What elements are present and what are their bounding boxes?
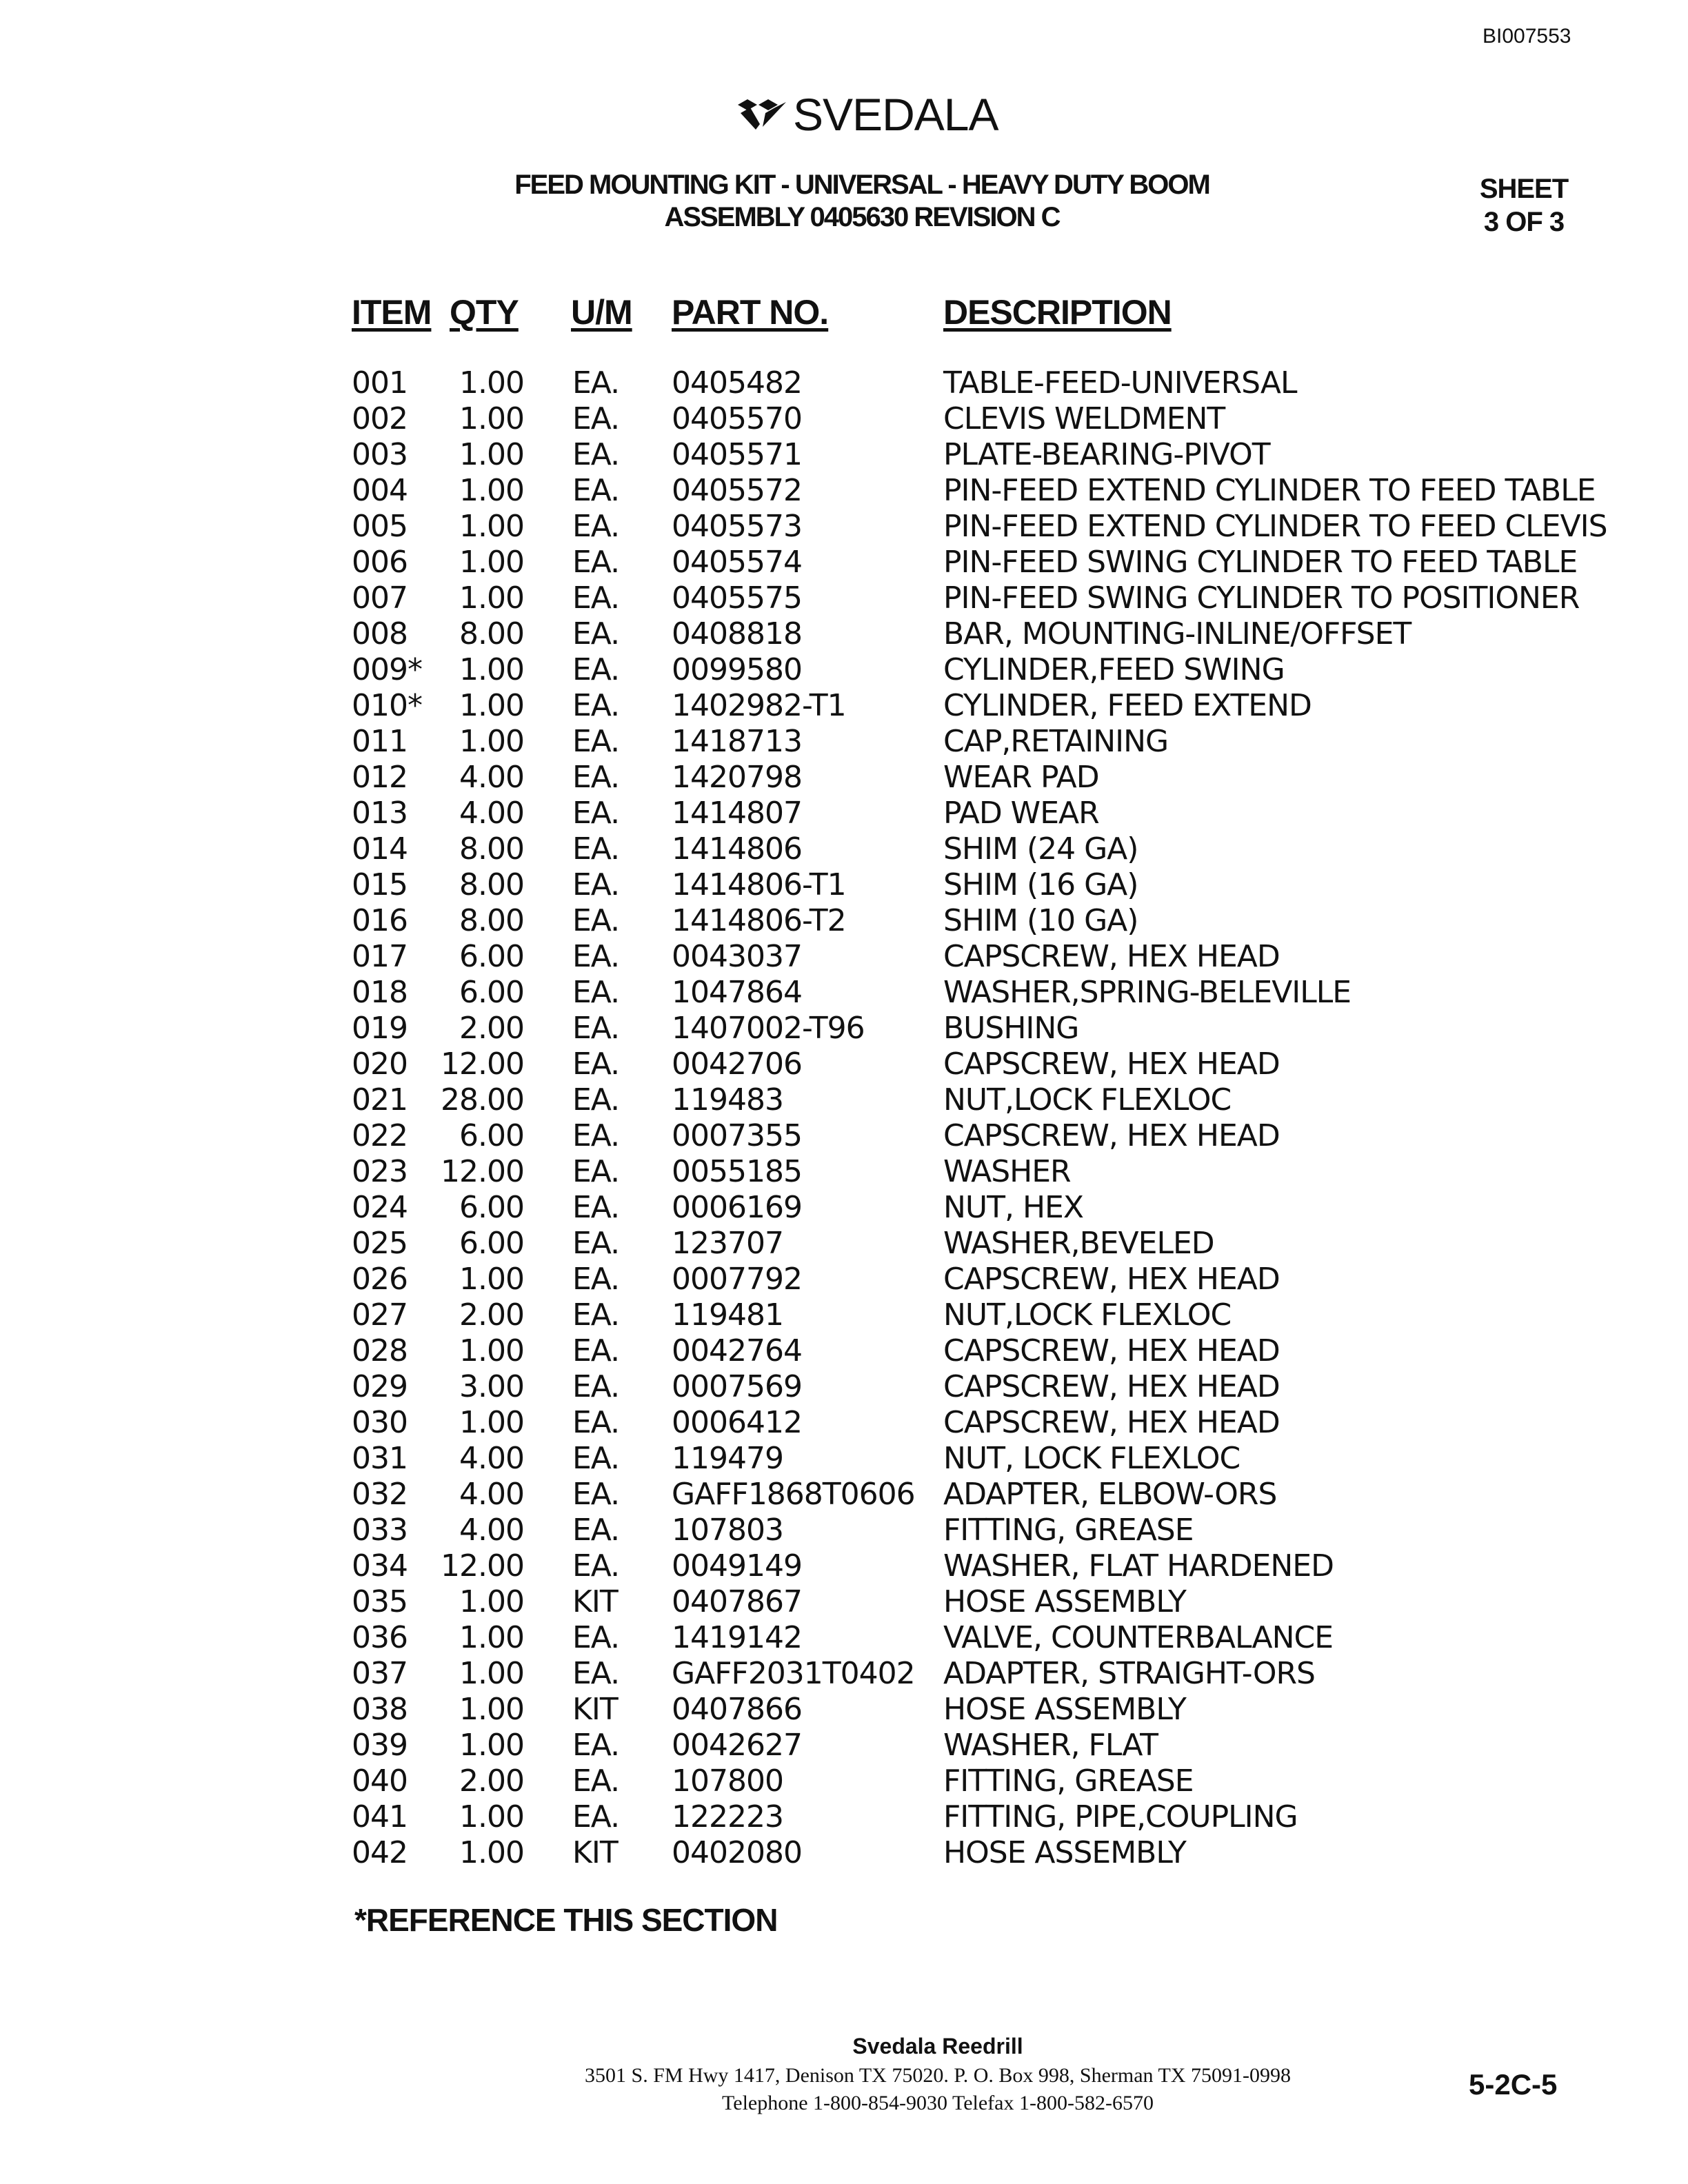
um-cell: EA. xyxy=(572,437,620,472)
qty-cell: 6.00 xyxy=(459,1226,524,1261)
description-cell: WASHER,BEVELED xyxy=(943,1226,1214,1261)
item-cell: 041 xyxy=(352,1799,408,1834)
description-cell: CYLINDER, FEED EXTEND xyxy=(943,688,1312,723)
um-cell: EA. xyxy=(572,616,620,651)
reference-note: *REFERENCE THIS SECTION xyxy=(354,1902,778,1938)
part-number-cell: 0099580 xyxy=(672,652,802,687)
um-cell: EA. xyxy=(572,1190,620,1225)
um-cell: EA. xyxy=(572,365,620,401)
table-row xyxy=(0,688,1688,724)
qty-cell: 4.00 xyxy=(459,1441,524,1476)
item-cell: 013 xyxy=(352,796,408,831)
qty-cell: 6.00 xyxy=(459,1190,524,1225)
table-row xyxy=(0,1082,1688,1118)
item-cell: 034 xyxy=(352,1548,408,1584)
description-cell: CAPSCREW, HEX HEAD xyxy=(943,1262,1280,1297)
table-row xyxy=(0,1154,1688,1190)
item-cell: 029 xyxy=(352,1369,408,1404)
description-cell: SHIM (10 GA) xyxy=(943,903,1138,938)
item-cell: 025 xyxy=(352,1226,408,1261)
qty-cell: 1.00 xyxy=(459,365,524,401)
item-cell: 005 xyxy=(352,509,408,544)
description-cell: WASHER, FLAT xyxy=(943,1728,1158,1763)
description-cell: WEAR PAD xyxy=(943,760,1099,795)
part-number-cell: 1402982-T1 xyxy=(672,688,846,723)
description-cell: NUT,LOCK FLEXLOC xyxy=(943,1297,1232,1333)
qty-cell: 6.00 xyxy=(459,939,524,974)
document-title: FEED MOUNTING KIT - UNIVERSAL - HEAVY DUTY BOOM xyxy=(514,170,1209,200)
um-cell: EA. xyxy=(572,1011,620,1046)
qty-cell: 1.00 xyxy=(459,724,524,759)
column-header-qty: QTY xyxy=(450,293,519,332)
description-cell: CAPSCREW, HEX HEAD xyxy=(943,1046,1280,1082)
qty-cell: 2.00 xyxy=(459,1011,524,1046)
description-cell: PIN-FEED SWING CYLINDER TO POSITIONER xyxy=(943,580,1580,616)
table-row xyxy=(0,1046,1688,1082)
qty-cell: 2.00 xyxy=(459,1297,524,1333)
part-number-cell: 0007355 xyxy=(672,1118,802,1153)
table-row xyxy=(0,580,1688,616)
um-cell: EA. xyxy=(572,1297,620,1333)
um-cell: EA. xyxy=(572,1046,620,1082)
table-row xyxy=(0,1226,1688,1262)
qty-cell: 6.00 xyxy=(459,975,524,1010)
part-number-cell: 119479 xyxy=(672,1441,783,1476)
table-row xyxy=(0,975,1688,1011)
table-row xyxy=(0,939,1688,975)
item-cell: 017 xyxy=(352,939,408,974)
part-number-cell: GAFF1868T0606 xyxy=(672,1477,915,1512)
svedala-diamond-logo-icon xyxy=(738,99,787,130)
qty-cell: 1.00 xyxy=(459,1620,524,1655)
document-id: BI007553 xyxy=(1483,25,1571,48)
description-cell: CLEVIS WELDMENT xyxy=(943,401,1225,436)
um-cell: EA. xyxy=(572,939,620,974)
item-cell: 002 xyxy=(352,401,408,436)
um-cell: EA. xyxy=(572,1620,620,1655)
footer-telephone: Telephone 1-800-854-9030 Telefax 1-800-582-6570 xyxy=(722,2092,1154,2114)
description-cell: HOSE ASSEMBLY xyxy=(943,1835,1186,1870)
description-cell: WASHER xyxy=(943,1154,1071,1189)
part-number-cell: 107800 xyxy=(672,1763,783,1799)
part-number-cell: 122223 xyxy=(672,1799,783,1834)
item-cell: 022 xyxy=(352,1118,408,1153)
table-row xyxy=(0,1262,1688,1297)
table-row xyxy=(0,1728,1688,1763)
qty-cell: 8.00 xyxy=(459,867,524,902)
um-cell: EA. xyxy=(572,796,620,831)
table-row xyxy=(0,903,1688,939)
footer-company: Svedala Reedrill xyxy=(852,2034,1023,2059)
table-row xyxy=(0,1477,1688,1513)
table-row xyxy=(0,760,1688,796)
part-number-cell: 1414806 xyxy=(672,831,802,867)
svedala-logo xyxy=(738,88,998,141)
item-cell: 001 xyxy=(352,365,408,401)
description-cell: ADAPTER, ELBOW-ORS xyxy=(943,1477,1277,1512)
qty-cell: 1.00 xyxy=(459,1262,524,1297)
table-row xyxy=(0,1513,1688,1548)
part-number-cell: 0405574 xyxy=(672,545,802,580)
part-number-cell: 0049149 xyxy=(672,1548,802,1584)
part-number-cell: 0055185 xyxy=(672,1154,802,1189)
part-number-cell: 119481 xyxy=(672,1297,783,1333)
part-number-cell: 107803 xyxy=(672,1513,783,1548)
part-number-cell: 1407002-T96 xyxy=(672,1011,865,1046)
item-cell: 038 xyxy=(352,1692,408,1727)
item-cell: 031 xyxy=(352,1441,408,1476)
description-cell: HOSE ASSEMBLY xyxy=(943,1584,1186,1619)
item-cell: 010* xyxy=(352,688,422,723)
description-cell: TABLE-FEED-UNIVERSAL xyxy=(943,365,1297,401)
item-cell: 016 xyxy=(352,903,408,938)
part-number-cell: 0407866 xyxy=(672,1692,802,1727)
qty-cell: 12.00 xyxy=(441,1046,524,1082)
qty-cell: 2.00 xyxy=(459,1763,524,1799)
qty-cell: 1.00 xyxy=(459,1405,524,1440)
description-cell: CAPSCREW, HEX HEAD xyxy=(943,1333,1280,1368)
um-cell: EA. xyxy=(572,1513,620,1548)
description-cell: SHIM (24 GA) xyxy=(943,831,1138,867)
um-cell: EA. xyxy=(572,1333,620,1368)
assembly-revision: ASSEMBLY 0405630 REVISION C xyxy=(664,202,1060,232)
table-row xyxy=(0,1011,1688,1046)
description-cell: FITTING, GREASE xyxy=(943,1763,1194,1799)
item-cell: 012 xyxy=(352,760,408,795)
um-cell: EA. xyxy=(572,724,620,759)
um-cell: KIT xyxy=(572,1692,618,1727)
item-cell: 039 xyxy=(352,1728,408,1763)
um-cell: EA. xyxy=(572,401,620,436)
um-cell: EA. xyxy=(572,903,620,938)
part-number-cell: 1414807 xyxy=(672,796,802,831)
um-cell: EA. xyxy=(572,1799,620,1834)
um-cell: EA. xyxy=(572,580,620,616)
part-number-cell: 0007792 xyxy=(672,1262,802,1297)
um-cell: EA. xyxy=(572,1369,620,1404)
part-number-cell: GAFF2031T0402 xyxy=(672,1656,915,1691)
part-number-cell: 0042764 xyxy=(672,1333,802,1368)
item-cell: 003 xyxy=(352,437,408,472)
um-cell: EA. xyxy=(572,1226,620,1261)
item-cell: 011 xyxy=(352,724,408,759)
item-cell: 024 xyxy=(352,1190,408,1225)
item-cell: 006 xyxy=(352,545,408,580)
part-number-cell: 119483 xyxy=(672,1082,783,1118)
column-header-um: U/M xyxy=(571,293,632,332)
item-cell: 035 xyxy=(352,1584,408,1619)
description-cell: WASHER, FLAT HARDENED xyxy=(943,1548,1334,1584)
part-number-cell: 0405570 xyxy=(672,401,802,436)
description-cell: NUT, LOCK FLEXLOC xyxy=(943,1441,1240,1476)
qty-cell: 1.00 xyxy=(459,1333,524,1368)
part-number-cell: 1420798 xyxy=(672,760,802,795)
um-cell: EA. xyxy=(572,1763,620,1799)
table-row xyxy=(0,545,1688,580)
column-header-item: ITEM xyxy=(352,293,432,332)
table-row xyxy=(0,831,1688,867)
logo-text: SVEDALA xyxy=(793,89,998,140)
table-row xyxy=(0,867,1688,903)
part-number-cell: 0408818 xyxy=(672,616,802,651)
qty-cell: 1.00 xyxy=(459,509,524,544)
qty-cell: 8.00 xyxy=(459,903,524,938)
part-number-cell: 0042706 xyxy=(672,1046,802,1082)
um-cell: KIT xyxy=(572,1584,618,1619)
item-cell: 023 xyxy=(352,1154,408,1189)
um-cell: EA. xyxy=(572,1262,620,1297)
qty-cell: 4.00 xyxy=(459,1477,524,1512)
qty-cell: 3.00 xyxy=(459,1369,524,1404)
description-cell: ADAPTER, STRAIGHT-ORS xyxy=(943,1656,1315,1691)
um-cell: EA. xyxy=(572,1477,620,1512)
um-cell: EA. xyxy=(572,1441,620,1476)
description-cell: CAPSCREW, HEX HEAD xyxy=(943,1118,1280,1153)
qty-cell: 8.00 xyxy=(459,616,524,651)
table-row xyxy=(0,1763,1688,1799)
item-cell: 020 xyxy=(352,1046,408,1082)
description-cell: CAPSCREW, HEX HEAD xyxy=(943,1405,1280,1440)
um-cell: EA. xyxy=(572,1656,620,1691)
item-cell: 028 xyxy=(352,1333,408,1368)
table-row xyxy=(0,1656,1688,1692)
qty-cell: 1.00 xyxy=(459,545,524,580)
qty-cell: 1.00 xyxy=(459,1656,524,1691)
parts-list xyxy=(0,365,1688,1871)
part-number-cell: 0405482 xyxy=(672,365,802,401)
part-number-cell: 123707 xyxy=(672,1226,783,1261)
qty-cell: 1.00 xyxy=(459,1799,524,1834)
um-cell: EA. xyxy=(572,975,620,1010)
item-cell: 037 xyxy=(352,1656,408,1691)
um-cell: EA. xyxy=(572,473,620,508)
qty-cell: 1.00 xyxy=(459,1692,524,1727)
item-cell: 007 xyxy=(352,580,408,616)
part-number-cell: 0043037 xyxy=(672,939,802,974)
qty-cell: 1.00 xyxy=(459,580,524,616)
part-number-cell: 0006412 xyxy=(672,1405,802,1440)
part-number-cell: 1419142 xyxy=(672,1620,802,1655)
table-row xyxy=(0,1333,1688,1369)
um-cell: EA. xyxy=(572,1118,620,1153)
table-row xyxy=(0,473,1688,509)
table-row xyxy=(0,1190,1688,1226)
table-row xyxy=(0,652,1688,688)
qty-cell: 1.00 xyxy=(459,401,524,436)
description-cell: CAP,RETAINING xyxy=(943,724,1169,759)
item-cell: 015 xyxy=(352,867,408,902)
part-number-cell: 1414806-T1 xyxy=(672,867,846,902)
description-cell: PLATE-BEARING-PIVOT xyxy=(943,437,1270,472)
sheet-label: SHEET xyxy=(1479,174,1569,204)
qty-cell: 1.00 xyxy=(459,437,524,472)
table-row xyxy=(0,1584,1688,1620)
table-row xyxy=(0,1692,1688,1728)
description-cell: CAPSCREW, HEX HEAD xyxy=(943,939,1280,974)
qty-cell: 4.00 xyxy=(459,1513,524,1548)
description-cell: FITTING, GREASE xyxy=(943,1513,1194,1548)
table-row xyxy=(0,437,1688,473)
table-row xyxy=(0,1369,1688,1405)
footer-address: 3501 S. FM Hwy 1417, Denison TX 75020. P. O. Box 998, Sherman TX 75091-0998 xyxy=(585,2064,1291,2087)
part-number-cell: 0042627 xyxy=(672,1728,802,1763)
description-cell: SHIM (16 GA) xyxy=(943,867,1138,902)
part-number-cell: 0405572 xyxy=(672,473,802,508)
description-cell: HOSE ASSEMBLY xyxy=(943,1692,1186,1727)
item-cell: 026 xyxy=(352,1262,408,1297)
um-cell: EA. xyxy=(572,760,620,795)
item-cell: 042 xyxy=(352,1835,408,1870)
um-cell: EA. xyxy=(572,652,620,687)
qty-cell: 12.00 xyxy=(441,1548,524,1584)
item-cell: 021 xyxy=(352,1082,408,1118)
qty-cell: 1.00 xyxy=(459,1835,524,1870)
page-number: 5-2C-5 xyxy=(1469,2068,1558,2101)
description-cell: PIN-FEED EXTEND CYLINDER TO FEED TABLE xyxy=(943,473,1596,508)
part-number-cell: 1047864 xyxy=(672,975,802,1010)
part-number-cell: 0006169 xyxy=(672,1190,802,1225)
table-row xyxy=(0,1620,1688,1656)
qty-cell: 1.00 xyxy=(459,652,524,687)
item-cell: 036 xyxy=(352,1620,408,1655)
item-cell: 040 xyxy=(352,1763,408,1799)
qty-cell: 8.00 xyxy=(459,831,524,867)
table-row xyxy=(0,365,1688,401)
table-row xyxy=(0,1118,1688,1154)
description-cell: PIN-FEED SWING CYLINDER TO FEED TABLE xyxy=(943,545,1578,580)
part-number-cell: 0407867 xyxy=(672,1584,802,1619)
description-cell: CYLINDER,FEED SWING xyxy=(943,652,1285,687)
table-row xyxy=(0,1405,1688,1441)
table-row xyxy=(0,616,1688,652)
item-cell: 019 xyxy=(352,1011,408,1046)
description-cell: BAR, MOUNTING-INLINE/OFFSET xyxy=(943,616,1411,651)
description-cell: NUT,LOCK FLEXLOC xyxy=(943,1082,1232,1118)
item-cell: 027 xyxy=(352,1297,408,1333)
column-header-description: DESCRIPTION xyxy=(943,293,1172,332)
um-cell: EA. xyxy=(572,831,620,867)
description-cell: WASHER,SPRING-BELEVILLE xyxy=(943,975,1352,1010)
table-row xyxy=(0,1835,1688,1871)
um-cell: EA. xyxy=(572,867,620,902)
part-number-cell: 0405573 xyxy=(672,509,802,544)
description-cell: NUT, HEX xyxy=(943,1190,1083,1225)
part-number-cell: 0402080 xyxy=(672,1835,802,1870)
part-number-cell: 0405571 xyxy=(672,437,802,472)
description-cell: PAD WEAR xyxy=(943,796,1099,831)
um-cell: EA. xyxy=(572,1405,620,1440)
item-cell: 008 xyxy=(352,616,408,651)
part-number-cell: 0405575 xyxy=(672,580,802,616)
table-row xyxy=(0,796,1688,831)
description-cell: PIN-FEED EXTEND CYLINDER TO FEED CLEVIS xyxy=(943,509,1607,544)
um-cell: EA. xyxy=(572,1082,620,1118)
table-row xyxy=(0,1799,1688,1835)
qty-cell: 12.00 xyxy=(441,1154,524,1189)
item-cell: 032 xyxy=(352,1477,408,1512)
item-cell: 004 xyxy=(352,473,408,508)
item-cell: 033 xyxy=(352,1513,408,1548)
description-cell: FITTING, PIPE,COUPLING xyxy=(943,1799,1298,1834)
table-row xyxy=(0,1441,1688,1477)
qty-cell: 1.00 xyxy=(459,1728,524,1763)
table-row xyxy=(0,1548,1688,1584)
qty-cell: 1.00 xyxy=(459,1584,524,1619)
part-number-cell: 1418713 xyxy=(672,724,802,759)
um-cell: EA. xyxy=(572,1154,620,1189)
qty-cell: 4.00 xyxy=(459,760,524,795)
um-cell: EA. xyxy=(572,509,620,544)
column-header-part-no: PART NO. xyxy=(672,293,829,332)
qty-cell: 1.00 xyxy=(459,688,524,723)
qty-cell: 6.00 xyxy=(459,1118,524,1153)
qty-cell: 28.00 xyxy=(441,1082,524,1118)
table-row xyxy=(0,1297,1688,1333)
um-cell: EA. xyxy=(572,1548,620,1584)
table-row xyxy=(0,401,1688,437)
description-cell: VALVE, COUNTERBALANCE xyxy=(943,1620,1334,1655)
qty-cell: 4.00 xyxy=(459,796,524,831)
table-row xyxy=(0,724,1688,760)
description-cell: BUSHING xyxy=(943,1011,1079,1046)
table-row xyxy=(0,509,1688,545)
um-cell: EA. xyxy=(572,545,620,580)
um-cell: EA. xyxy=(572,688,620,723)
description-cell: CAPSCREW, HEX HEAD xyxy=(943,1369,1280,1404)
um-cell: EA. xyxy=(572,1728,620,1763)
item-cell: 009* xyxy=(352,652,422,687)
item-cell: 018 xyxy=(352,975,408,1010)
item-cell: 014 xyxy=(352,831,408,867)
part-number-cell: 1414806-T2 xyxy=(672,903,846,938)
item-cell: 030 xyxy=(352,1405,408,1440)
qty-cell: 1.00 xyxy=(459,473,524,508)
um-cell: KIT xyxy=(572,1835,618,1870)
sheet-value: 3 OF 3 xyxy=(1483,207,1565,237)
part-number-cell: 0007569 xyxy=(672,1369,802,1404)
